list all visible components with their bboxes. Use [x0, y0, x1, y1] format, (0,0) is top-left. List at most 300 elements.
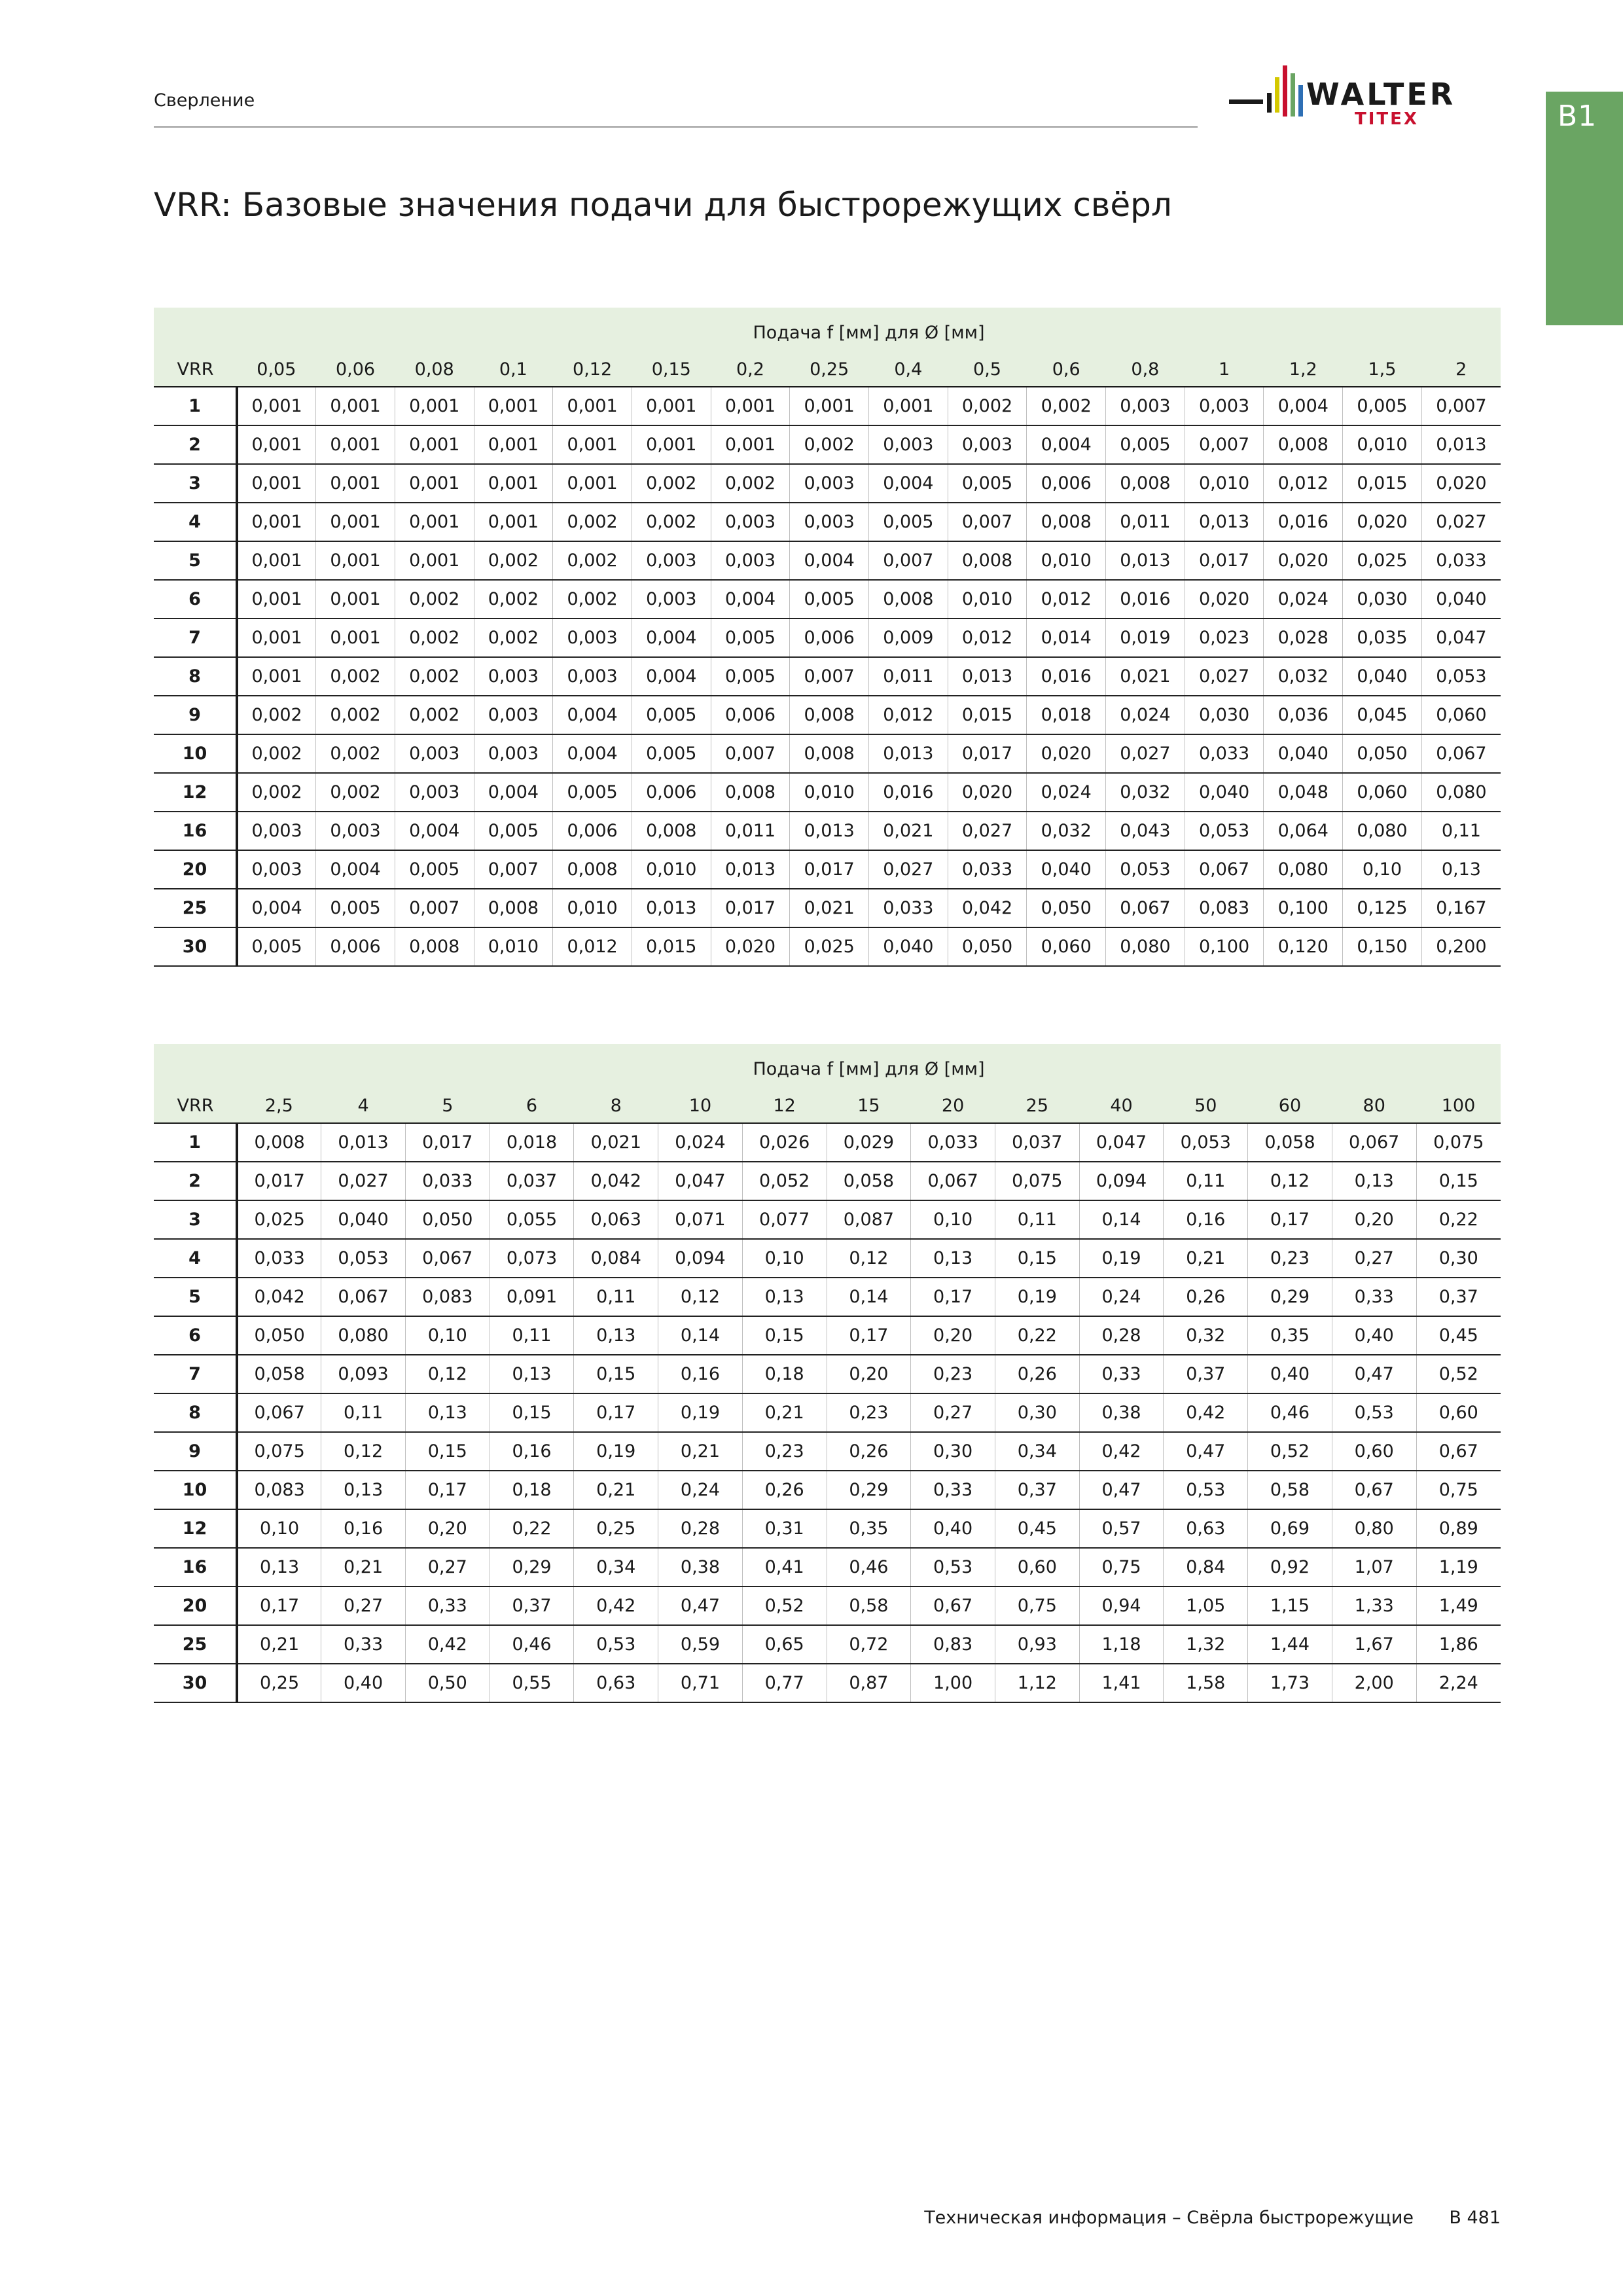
- feed-value-cell: 0,50: [405, 1664, 490, 1702]
- feed-value-cell: 0,15: [405, 1432, 490, 1471]
- feed-value-cell: 0,27: [405, 1548, 490, 1587]
- feed-value-cell: 0,004: [869, 464, 948, 503]
- feed-value-cell: 0,077: [742, 1200, 827, 1239]
- feed-value-cell: 0,17: [1248, 1200, 1332, 1239]
- vrr-cell: 10: [154, 1471, 237, 1509]
- feed-value-cell: 0,007: [790, 657, 869, 696]
- feed-value-cell: 0,027: [948, 812, 1027, 850]
- header-rule: [154, 126, 1198, 128]
- feed-value-cell: 0,004: [474, 773, 553, 812]
- feed-value-cell: 0,058: [827, 1162, 911, 1200]
- vrr-cell: 25: [154, 1625, 237, 1664]
- feed-value-cell: 0,005: [632, 734, 711, 773]
- feed-value-cell: 0,008: [1106, 464, 1185, 503]
- feed-value-cell: 0,017: [711, 889, 790, 927]
- feed-value-cell: 1,44: [1248, 1625, 1332, 1664]
- feed-value-cell: 0,033: [948, 850, 1027, 889]
- column-header: 5: [405, 1088, 490, 1123]
- feed-value-cell: 0,040: [1264, 734, 1343, 773]
- table-row: [154, 850, 1501, 889]
- feed-value-cell: 0,57: [1079, 1509, 1164, 1548]
- feed-value-cell: 0,017: [237, 1162, 321, 1200]
- feed-value-cell: 0,050: [1343, 734, 1422, 773]
- feed-value-cell: 0,063: [574, 1200, 658, 1239]
- feed-value-cell: 0,20: [405, 1509, 490, 1548]
- feed-value-cell: 0,15: [574, 1355, 658, 1393]
- row-header-label: VRR: [154, 352, 237, 387]
- feed-value-cell: 0,004: [553, 734, 632, 773]
- caption-spacer: [154, 308, 237, 352]
- feed-value-cell: 1,49: [1416, 1587, 1501, 1625]
- logo-stripe-4: [1291, 73, 1295, 117]
- feed-value-cell: 0,002: [237, 696, 316, 734]
- feed-value-cell: 0,42: [1164, 1393, 1248, 1432]
- feed-value-cell: 0,020: [948, 773, 1027, 812]
- feed-value-cell: 0,040: [321, 1200, 406, 1239]
- feed-value-cell: 0,21: [237, 1625, 321, 1664]
- feed-value-cell: 0,001: [316, 503, 395, 541]
- feed-value-cell: 0,13: [574, 1316, 658, 1355]
- feed-value-cell: 0,80: [1332, 1509, 1416, 1548]
- column-header: 6: [490, 1088, 574, 1123]
- feed-value-cell: 0,053: [1164, 1123, 1248, 1162]
- feed-value-cell: 0,11: [995, 1200, 1079, 1239]
- table-row: [154, 889, 1501, 927]
- feed-value-cell: 0,58: [827, 1587, 911, 1625]
- feed-value-cell: 0,067: [911, 1162, 995, 1200]
- feed-value-cell: 0,13: [321, 1471, 406, 1509]
- feed-value-cell: 0,001: [237, 541, 316, 580]
- feed-value-cell: 0,067: [237, 1393, 321, 1432]
- feed-value-cell: 0,001: [316, 425, 395, 464]
- feed-value-cell: 0,008: [553, 850, 632, 889]
- feed-value-cell: 0,017: [948, 734, 1027, 773]
- feed-value-cell: 0,058: [1248, 1123, 1332, 1162]
- feed-value-cell: 0,003: [790, 503, 869, 541]
- feed-value-cell: 0,11: [1164, 1162, 1248, 1200]
- column-header: 0,5: [948, 352, 1027, 387]
- feed-value-cell: 0,20: [911, 1316, 995, 1355]
- feed-value-cell: 0,050: [237, 1316, 321, 1355]
- vrr-cell: 12: [154, 773, 237, 812]
- vrr-cell: 1: [154, 1123, 237, 1162]
- feed-value-cell: 0,13: [742, 1278, 827, 1316]
- vrr-cell: 2: [154, 425, 237, 464]
- feed-value-cell: 0,001: [474, 464, 553, 503]
- feed-value-cell: 0,17: [911, 1278, 995, 1316]
- feed-value-cell: 0,043: [1106, 812, 1185, 850]
- feed-value-cell: 0,100: [1185, 927, 1264, 966]
- feed-value-cell: 0,002: [553, 503, 632, 541]
- feed-value-cell: 0,20: [1332, 1200, 1416, 1239]
- feed-value-cell: 0,002: [395, 696, 474, 734]
- feed-value-cell: 0,004: [316, 850, 395, 889]
- feed-value-cell: 0,18: [490, 1471, 574, 1509]
- feed-value-cell: 0,037: [490, 1162, 574, 1200]
- feed-value-cell: 0,84: [1164, 1548, 1248, 1587]
- vrr-cell: 1: [154, 387, 237, 425]
- vrr-cell: 30: [154, 1664, 237, 1702]
- feed-value-cell: 0,020: [1185, 580, 1264, 619]
- feed-value-cell: 0,007: [869, 541, 948, 580]
- feed-value-cell: 0,025: [790, 927, 869, 966]
- vrr-cell: 9: [154, 1432, 237, 1471]
- feed-value-cell: 0,003: [474, 696, 553, 734]
- logo-stripe-3: [1283, 65, 1287, 117]
- feed-value-cell: 0,064: [1264, 812, 1343, 850]
- vrr-cell: 3: [154, 464, 237, 503]
- feed-value-cell: 0,16: [321, 1509, 406, 1548]
- feed-value-cell: 0,008: [632, 812, 711, 850]
- feed-value-cell: 0,87: [827, 1664, 911, 1702]
- vrr-cell: 25: [154, 889, 237, 927]
- feed-value-cell: 0,35: [827, 1509, 911, 1548]
- feed-value-cell: 0,63: [1164, 1509, 1248, 1548]
- feed-value-cell: 0,89: [1416, 1509, 1501, 1548]
- feed-value-cell: 0,040: [1421, 580, 1501, 619]
- column-header: 0,05: [237, 352, 316, 387]
- vrr-cell: 2: [154, 1162, 237, 1200]
- feed-value-cell: 0,027: [869, 850, 948, 889]
- feed-value-cell: 0,047: [658, 1162, 743, 1200]
- feed-value-cell: 0,41: [742, 1548, 827, 1587]
- feed-value-cell: 0,005: [553, 773, 632, 812]
- feed-value-cell: 0,71: [658, 1664, 743, 1702]
- column-header: 0,08: [395, 352, 474, 387]
- feed-value-cell: 1,67: [1332, 1625, 1416, 1664]
- feed-value-cell: 0,013: [321, 1123, 406, 1162]
- column-header: 0,06: [316, 352, 395, 387]
- feed-value-cell: 0,013: [790, 812, 869, 850]
- table-row: [154, 1239, 1501, 1278]
- feed-value-cell: 0,52: [1416, 1355, 1501, 1393]
- feed-value-cell: 0,036: [1264, 696, 1343, 734]
- feed-value-cell: 0,60: [1332, 1432, 1416, 1471]
- column-header: 2: [1421, 352, 1501, 387]
- feed-value-cell: 0,010: [1343, 425, 1422, 464]
- feed-value-cell: 0,080: [321, 1316, 406, 1355]
- feed-value-cell: 0,055: [490, 1200, 574, 1239]
- feed-value-cell: 0,005: [711, 619, 790, 657]
- feed-value-cell: 0,38: [658, 1548, 743, 1587]
- feed-value-cell: 0,003: [553, 619, 632, 657]
- column-header: 100: [1416, 1088, 1501, 1123]
- feed-value-cell: 0,050: [948, 927, 1027, 966]
- feed-value-cell: 0,008: [474, 889, 553, 927]
- table-row: [154, 812, 1501, 850]
- feed-value-cell: 0,021: [869, 812, 948, 850]
- logo-stripe-1: [1267, 93, 1272, 113]
- column-header: 4: [321, 1088, 406, 1123]
- feed-value-cell: 0,083: [1185, 889, 1264, 927]
- feed-value-cell: 0,075: [1416, 1123, 1501, 1162]
- feed-value-cell: 0,33: [911, 1471, 995, 1509]
- feed-value-cell: 0,040: [1185, 773, 1264, 812]
- feed-value-cell: 0,53: [1164, 1471, 1248, 1509]
- vrr-cell: 8: [154, 657, 237, 696]
- feed-value-cell: 0,002: [948, 387, 1027, 425]
- feed-value-cell: 0,46: [827, 1548, 911, 1587]
- feed-value-cell: 0,001: [632, 387, 711, 425]
- feed-value-cell: 0,15: [742, 1316, 827, 1355]
- feed-value-cell: 2,00: [1332, 1664, 1416, 1702]
- table-row: [154, 580, 1501, 619]
- chapter-tab-label: B1: [1558, 99, 1597, 133]
- feed-value-cell: 0,080: [1421, 773, 1501, 812]
- feed-value-cell: 0,017: [405, 1123, 490, 1162]
- caption-spacer: [154, 1044, 237, 1088]
- feed-table-large-diameters: [154, 1044, 1501, 1703]
- feed-value-cell: 0,15: [1416, 1162, 1501, 1200]
- feed-value-cell: 0,020: [1264, 541, 1343, 580]
- feed-value-cell: 0,33: [321, 1625, 406, 1664]
- logo-text-titex: TITEX: [1355, 109, 1419, 129]
- feed-value-cell: 0,33: [1332, 1278, 1416, 1316]
- feed-value-cell: 0,94: [1079, 1587, 1164, 1625]
- feed-value-cell: 0,75: [1416, 1471, 1501, 1509]
- feed-value-cell: 0,003: [474, 734, 553, 773]
- feed-value-cell: 0,050: [1027, 889, 1106, 927]
- feed-value-cell: 0,003: [316, 812, 395, 850]
- feed-value-cell: 0,40: [1332, 1316, 1416, 1355]
- feed-value-cell: 0,005: [395, 850, 474, 889]
- feed-value-cell: 0,42: [1079, 1432, 1164, 1471]
- column-header: 60: [1248, 1088, 1332, 1123]
- feed-value-cell: 0,001: [316, 464, 395, 503]
- feed-value-cell: 0,005: [632, 696, 711, 734]
- feed-value-cell: 0,004: [237, 889, 316, 927]
- column-header: 0,15: [632, 352, 711, 387]
- feed-value-cell: 0,001: [316, 580, 395, 619]
- feed-value-cell: 0,003: [790, 464, 869, 503]
- feed-value-cell: 0,087: [827, 1200, 911, 1239]
- feed-value-cell: 0,026: [742, 1123, 827, 1162]
- logo-text-walter: WALTER: [1306, 77, 1456, 112]
- feed-value-cell: 2,24: [1416, 1664, 1501, 1702]
- feed-value-cell: 0,11: [1421, 812, 1501, 850]
- feed-value-cell: 0,033: [1421, 541, 1501, 580]
- feed-value-cell: 0,011: [711, 812, 790, 850]
- feed-value-cell: 0,45: [1416, 1316, 1501, 1355]
- feed-value-cell: 0,042: [948, 889, 1027, 927]
- feed-value-cell: 0,30: [995, 1393, 1079, 1432]
- feed-value-cell: 0,40: [1248, 1355, 1332, 1393]
- feed-value-cell: 0,10: [237, 1509, 321, 1548]
- feed-value-cell: 0,12: [827, 1239, 911, 1278]
- feed-value-cell: 0,024: [1106, 696, 1185, 734]
- feed-value-cell: 0,030: [1343, 580, 1422, 619]
- feed-value-cell: 0,071: [658, 1200, 743, 1239]
- feed-value-cell: 0,093: [321, 1355, 406, 1393]
- feed-value-cell: 0,058: [237, 1355, 321, 1393]
- feed-value-cell: 0,83: [911, 1625, 995, 1664]
- feed-value-cell: 0,030: [1185, 696, 1264, 734]
- column-header-row: [154, 1088, 1501, 1123]
- feed-value-cell: 0,24: [658, 1471, 743, 1509]
- vrr-cell: 4: [154, 503, 237, 541]
- feed-value-cell: 0,55: [490, 1664, 574, 1702]
- feed-value-cell: 0,30: [1416, 1239, 1501, 1278]
- feed-value-cell: 0,26: [1164, 1278, 1248, 1316]
- feed-value-cell: 0,14: [1079, 1200, 1164, 1239]
- feed-value-cell: 0,28: [658, 1509, 743, 1548]
- feed-value-cell: 1,73: [1248, 1664, 1332, 1702]
- table-row: [154, 1548, 1501, 1587]
- feed-value-cell: 0,17: [827, 1316, 911, 1355]
- feed-value-cell: 0,013: [1421, 425, 1501, 464]
- feed-value-cell: 0,33: [1079, 1355, 1164, 1393]
- feed-value-cell: 0,35: [1248, 1316, 1332, 1355]
- feed-value-cell: 0,004: [1027, 425, 1106, 464]
- logo-stripe-5: [1298, 85, 1303, 117]
- feed-value-cell: 0,003: [237, 850, 316, 889]
- feed-value-cell: 0,001: [553, 464, 632, 503]
- feed-value-cell: 0,34: [995, 1432, 1079, 1471]
- feed-value-cell: 0,040: [1027, 850, 1106, 889]
- feed-value-cell: 0,69: [1248, 1509, 1332, 1548]
- column-header: 0,12: [553, 352, 632, 387]
- column-header: 10: [658, 1088, 743, 1123]
- table-row: [154, 657, 1501, 696]
- feed-value-cell: 0,26: [995, 1355, 1079, 1393]
- feed-value-cell: 0,003: [948, 425, 1027, 464]
- feed-value-cell: 0,018: [490, 1123, 574, 1162]
- feed-value-cell: 0,22: [995, 1316, 1079, 1355]
- table-row: [154, 387, 1501, 425]
- feed-value-cell: 0,12: [1248, 1162, 1332, 1200]
- feed-value-cell: 0,003: [711, 503, 790, 541]
- vrr-cell: 7: [154, 619, 237, 657]
- feed-value-cell: 0,033: [1185, 734, 1264, 773]
- feed-value-cell: 0,002: [395, 619, 474, 657]
- feed-value-cell: 0,033: [237, 1239, 321, 1278]
- feed-value-cell: 0,005: [237, 927, 316, 966]
- table-row: [154, 1432, 1501, 1471]
- feed-value-cell: 0,067: [405, 1239, 490, 1278]
- feed-value-cell: 0,001: [790, 387, 869, 425]
- feed-value-cell: 0,53: [1332, 1393, 1416, 1432]
- feed-value-cell: 0,23: [742, 1432, 827, 1471]
- feed-value-cell: 0,001: [395, 425, 474, 464]
- feed-value-cell: 0,060: [1421, 696, 1501, 734]
- feed-value-cell: 0,001: [237, 464, 316, 503]
- feed-value-cell: 0,016: [1106, 580, 1185, 619]
- feed-value-cell: 0,19: [574, 1432, 658, 1471]
- feed-value-cell: 0,42: [574, 1587, 658, 1625]
- feed-value-cell: 0,001: [237, 387, 316, 425]
- feed-value-cell: 0,002: [474, 541, 553, 580]
- feed-value-cell: 0,025: [1343, 541, 1422, 580]
- feed-value-cell: 0,012: [869, 696, 948, 734]
- vrr-cell: 16: [154, 1548, 237, 1587]
- feed-value-cell: 0,13: [405, 1393, 490, 1432]
- feed-value-cell: 0,21: [658, 1432, 743, 1471]
- feed-value-cell: 0,23: [911, 1355, 995, 1393]
- feed-value-cell: 0,073: [490, 1239, 574, 1278]
- column-header: 15: [827, 1088, 911, 1123]
- vrr-cell: 10: [154, 734, 237, 773]
- feed-value-cell: 0,17: [574, 1393, 658, 1432]
- vrr-cell: 16: [154, 812, 237, 850]
- feed-value-cell: 0,001: [316, 541, 395, 580]
- feed-value-cell: 0,40: [911, 1509, 995, 1548]
- feed-value-cell: 0,17: [237, 1587, 321, 1625]
- feed-value-cell: 0,25: [237, 1664, 321, 1702]
- feed-value-cell: 0,001: [474, 387, 553, 425]
- feed-value-cell: 0,58: [1248, 1471, 1332, 1509]
- feed-value-cell: 0,34: [574, 1548, 658, 1587]
- feed-value-cell: 0,052: [742, 1162, 827, 1200]
- feed-value-cell: 0,002: [790, 425, 869, 464]
- table-caption: Подача f [мм] для Ø [мм]: [753, 322, 985, 343]
- feed-value-cell: 0,75: [995, 1587, 1079, 1625]
- feed-value-cell: 0,24: [1079, 1278, 1164, 1316]
- feed-value-cell: 0,17: [405, 1471, 490, 1509]
- feed-value-cell: 0,033: [911, 1123, 995, 1162]
- feed-value-cell: 0,006: [711, 696, 790, 734]
- feed-value-cell: 0,006: [553, 812, 632, 850]
- feed-value-cell: 0,008: [869, 580, 948, 619]
- table-row: [154, 464, 1501, 503]
- feed-value-cell: 0,16: [490, 1432, 574, 1471]
- feed-value-cell: 0,47: [1332, 1355, 1416, 1393]
- table-row: [154, 734, 1501, 773]
- column-header: 0,4: [869, 352, 948, 387]
- feed-value-cell: 0,002: [316, 773, 395, 812]
- feed-value-cell: 0,002: [395, 657, 474, 696]
- feed-value-cell: 1,32: [1164, 1625, 1248, 1664]
- column-header: 0,2: [711, 352, 790, 387]
- feed-value-cell: 0,100: [1264, 889, 1343, 927]
- feed-value-cell: 0,013: [869, 734, 948, 773]
- feed-value-cell: 0,32: [1164, 1316, 1248, 1355]
- section-label: Сверление: [154, 90, 255, 111]
- feed-value-cell: 1,15: [1248, 1587, 1332, 1625]
- feed-value-cell: 0,048: [1264, 773, 1343, 812]
- feed-value-cell: 0,013: [1106, 541, 1185, 580]
- column-header: 2,5: [237, 1088, 321, 1123]
- walter-titex-logo: [1224, 59, 1505, 137]
- row-header-label: VRR: [154, 1088, 237, 1123]
- feed-value-cell: 0,012: [948, 619, 1027, 657]
- feed-value-cell: 0,37: [1416, 1278, 1501, 1316]
- table-row: [154, 503, 1501, 541]
- feed-value-cell: 0,027: [1421, 503, 1501, 541]
- feed-value-cell: 0,080: [1106, 927, 1185, 966]
- vrr-cell: 3: [154, 1200, 237, 1239]
- feed-value-cell: 0,050: [405, 1200, 490, 1239]
- feed-value-cell: 0,21: [742, 1393, 827, 1432]
- column-header-row: [154, 352, 1501, 387]
- feed-value-cell: 0,004: [553, 696, 632, 734]
- feed-value-cell: 0,002: [632, 464, 711, 503]
- feed-value-cell: 0,029: [827, 1123, 911, 1162]
- vrr-cell: 12: [154, 1509, 237, 1548]
- feed-value-cell: 0,001: [474, 503, 553, 541]
- feed-value-cell: 0,013: [948, 657, 1027, 696]
- feed-value-cell: 0,40: [321, 1664, 406, 1702]
- feed-value-cell: 0,30: [911, 1432, 995, 1471]
- feed-value-cell: 0,008: [790, 696, 869, 734]
- feed-value-cell: 0,003: [632, 541, 711, 580]
- feed-value-cell: 0,008: [395, 927, 474, 966]
- feed-value-cell: 0,60: [995, 1548, 1079, 1587]
- feed-value-cell: 0,047: [1079, 1123, 1164, 1162]
- feed-value-cell: 0,11: [490, 1316, 574, 1355]
- feed-value-cell: 0,003: [395, 773, 474, 812]
- feed-value-cell: 0,008: [1264, 425, 1343, 464]
- feed-value-cell: 0,006: [1027, 464, 1106, 503]
